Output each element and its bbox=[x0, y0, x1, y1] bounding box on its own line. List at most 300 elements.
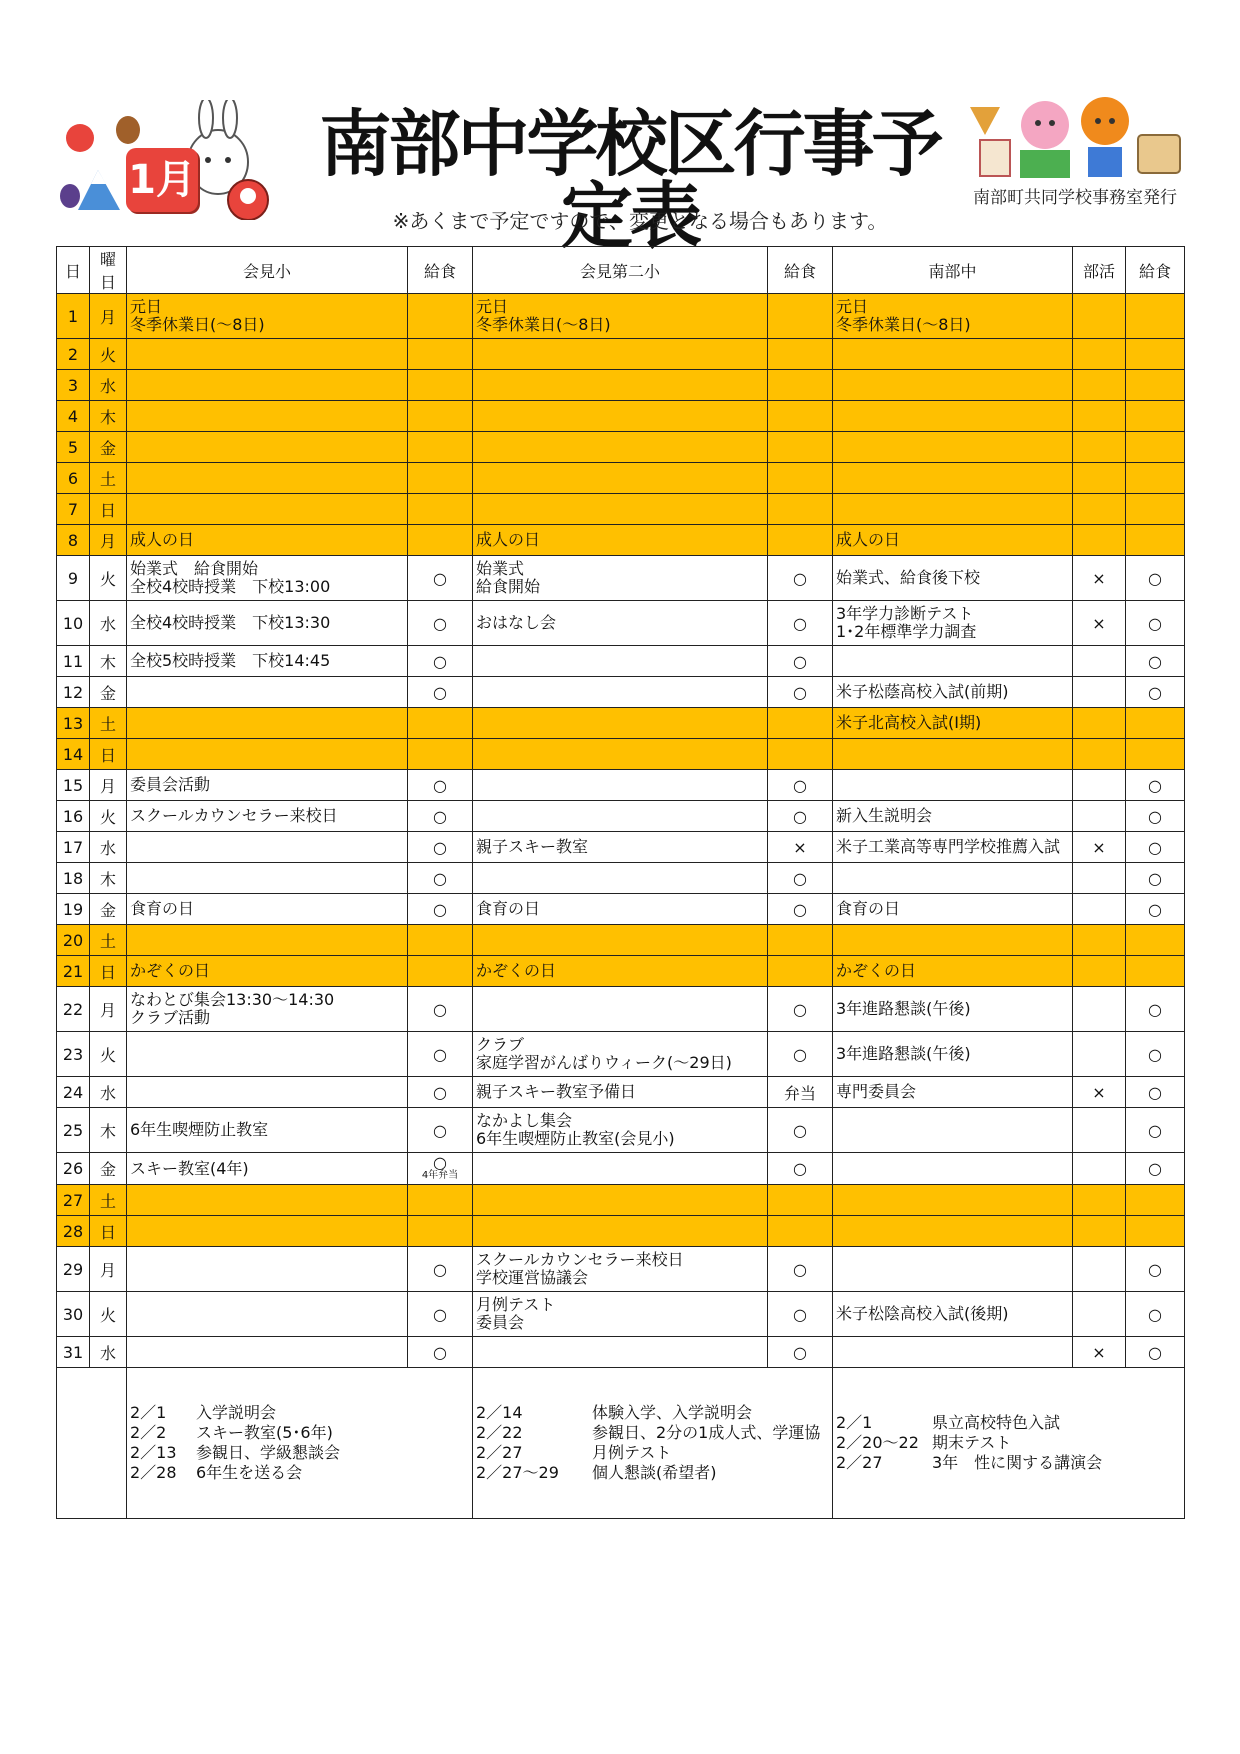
note-date: 2／28 bbox=[130, 1463, 177, 1482]
aimi-elementary-lunch: ○ 4年弁当 bbox=[408, 1153, 473, 1185]
weekday: 火 bbox=[90, 339, 127, 370]
aimi-elementary-event bbox=[127, 708, 408, 739]
day-number: 7 bbox=[57, 494, 90, 525]
aimi-elementary-lunch bbox=[408, 525, 473, 556]
day-number: 23 bbox=[57, 1032, 90, 1077]
note-text: 入学説明会 bbox=[196, 1403, 277, 1422]
header-lunch-b: 給食 bbox=[768, 247, 833, 294]
note-text: 体験入学、入学説明会 bbox=[592, 1403, 753, 1422]
header-weekday: 曜日 bbox=[90, 247, 127, 294]
nanbu-junior-high-lunch: ○ bbox=[1126, 1337, 1185, 1368]
aimi-second-elementary-lunch bbox=[768, 339, 833, 370]
weekday: 金 bbox=[90, 894, 127, 925]
notes-row bbox=[57, 1368, 1185, 1519]
aimi-elementary-event: 食育の日 bbox=[127, 894, 408, 925]
day-number: 16 bbox=[57, 801, 90, 832]
aimi-elementary-event bbox=[127, 739, 408, 770]
header-aimi-second-elementary: 会見第二小 bbox=[473, 247, 768, 294]
note-line bbox=[130, 1423, 469, 1443]
nanbu-junior-high-event: 3年進路懇談(午後) bbox=[833, 1032, 1073, 1077]
nanbu-club-activity bbox=[1073, 432, 1126, 463]
aimi-second-elementary-event bbox=[473, 739, 768, 770]
aimi-second-elementary-lunch bbox=[768, 294, 833, 339]
note-text: 3年 性に関する講演会 bbox=[932, 1453, 1103, 1472]
nanbu-junior-high-lunch bbox=[1126, 925, 1185, 956]
aimi-second-elementary-lunch bbox=[768, 925, 833, 956]
aimi-second-elementary-lunch: ○ bbox=[768, 677, 833, 708]
aimi-elementary-lunch bbox=[408, 401, 473, 432]
nanbu-junior-high-event bbox=[833, 1247, 1073, 1292]
weekday: 日 bbox=[90, 494, 127, 525]
nanbu-junior-high-lunch: ○ bbox=[1126, 1247, 1185, 1292]
note-date: 2／1 bbox=[836, 1413, 873, 1432]
aimi-elementary-lunch bbox=[408, 494, 473, 525]
header-day: 日 bbox=[57, 247, 90, 294]
nanbu-club-activity bbox=[1073, 708, 1126, 739]
nanbu-club-activity bbox=[1073, 294, 1126, 339]
aimi-second-elementary-event bbox=[473, 401, 768, 432]
aimi-second-elementary-event bbox=[473, 339, 768, 370]
schedule-row bbox=[57, 432, 1185, 463]
note-line bbox=[476, 1423, 829, 1443]
aimi-elementary-lunch bbox=[408, 432, 473, 463]
note-date: 2／1 bbox=[130, 1403, 167, 1422]
aimi-elementary-lunch bbox=[408, 739, 473, 770]
aimi-second-elementary-lunch bbox=[768, 432, 833, 463]
aimi-second-elementary-lunch: × bbox=[768, 832, 833, 863]
note-line bbox=[130, 1463, 469, 1483]
aimi-elementary-event: 始業式 給食開始 全校4校時授業 下校13:00 bbox=[127, 556, 408, 601]
schedule-row bbox=[57, 801, 1185, 832]
nanbu-junior-high-lunch bbox=[1126, 294, 1185, 339]
nanbu-club-activity bbox=[1073, 646, 1126, 677]
aimi-second-elementary-event: 元日 冬季休業日(～8日) bbox=[473, 294, 768, 339]
nanbu-junior-high-lunch: ○ bbox=[1126, 894, 1185, 925]
nanbu-club-activity bbox=[1073, 1108, 1126, 1153]
aimi-elementary-event: スクールカウンセラー来校日 bbox=[127, 801, 408, 832]
aimi-second-elementary-event: 親子スキー教室 bbox=[473, 832, 768, 863]
schedule-row bbox=[57, 370, 1185, 401]
aimi-elementary-lunch: ○ bbox=[408, 1108, 473, 1153]
aimi-elementary-lunch bbox=[408, 1185, 473, 1216]
aimi-elementary-lunch bbox=[408, 1216, 473, 1247]
schedule-row bbox=[57, 525, 1185, 556]
aimi-second-elementary-event: かぞくの日 bbox=[473, 956, 768, 987]
nanbu-junior-high-event bbox=[833, 739, 1073, 770]
aimi-second-elementary-event: なかよし集会 6年生喫煙防止教室(会見小) bbox=[473, 1108, 768, 1153]
day-number: 19 bbox=[57, 894, 90, 925]
aimi-elementary-event: なわとび集会13:30～14:30 クラブ活動 bbox=[127, 987, 408, 1032]
schedule-row bbox=[57, 1337, 1185, 1368]
aimi-elementary-event: 委員会活動 bbox=[127, 770, 408, 801]
aimi-elementary-lunch: ○ bbox=[408, 556, 473, 601]
note-text: 月例テスト bbox=[592, 1443, 672, 1462]
note-text: 個人懇談(希望者) bbox=[592, 1463, 717, 1482]
aimi-second-elementary-lunch bbox=[768, 494, 833, 525]
ema-plaque-icon bbox=[1138, 135, 1180, 173]
aimi-second-elementary-event: 親子スキー教室予備日 bbox=[473, 1077, 768, 1108]
aimi-second-elementary-event: 食育の日 bbox=[473, 894, 768, 925]
note-text: 参観日、学級懇談会 bbox=[196, 1443, 341, 1462]
aimi-second-elementary-event bbox=[473, 1216, 768, 1247]
schedule-row bbox=[57, 401, 1185, 432]
aimi-elementary-event: 6年生喫煙防止教室 bbox=[127, 1108, 408, 1153]
aimi-second-elementary-event: 成人の日 bbox=[473, 525, 768, 556]
nanbu-club-activity bbox=[1073, 1247, 1126, 1292]
weekday: 水 bbox=[90, 1077, 127, 1108]
aimi-elementary-event bbox=[127, 677, 408, 708]
month-badge: 1月 bbox=[126, 148, 198, 212]
flower-character-icon bbox=[1021, 101, 1069, 149]
schedule-row bbox=[57, 1292, 1185, 1337]
aimi-second-elementary-lunch bbox=[768, 525, 833, 556]
weekday: 月 bbox=[90, 525, 127, 556]
notes-spacer bbox=[57, 1368, 127, 1519]
day-number: 26 bbox=[57, 1153, 90, 1185]
nanbu-junior-high-event bbox=[833, 339, 1073, 370]
nanbu-junior-high-lunch: ○ bbox=[1126, 1032, 1185, 1077]
nanbu-junior-high-event bbox=[833, 925, 1073, 956]
nanbu-club-activity: × bbox=[1073, 1337, 1126, 1368]
nanbu-junior-high-event: 元日 冬季休業日(～8日) bbox=[833, 294, 1073, 339]
note-date: 2／20～22 bbox=[836, 1433, 919, 1452]
nanbu-club-activity bbox=[1073, 339, 1126, 370]
aimi-elementary-lunch: ○ bbox=[408, 801, 473, 832]
weekday: 水 bbox=[90, 601, 127, 646]
nanbu-junior-high-lunch: ○ bbox=[1126, 646, 1185, 677]
aimi-second-elementary-lunch: ○ bbox=[768, 863, 833, 894]
day-number: 3 bbox=[57, 370, 90, 401]
aimi-second-elementary-lunch: 弁当 bbox=[768, 1077, 833, 1108]
weekday: 木 bbox=[90, 401, 127, 432]
nanbu-junior-high-event bbox=[833, 370, 1073, 401]
lunch-note: 4年弁当 bbox=[421, 1170, 459, 1181]
note-date: 2／27 bbox=[836, 1453, 883, 1472]
note-text: 期末テスト bbox=[932, 1433, 1012, 1452]
aimi-elementary-lunch: ○ bbox=[408, 677, 473, 708]
aimi-second-elementary-lunch bbox=[768, 401, 833, 432]
day-number: 9 bbox=[57, 556, 90, 601]
schedule-row bbox=[57, 863, 1185, 894]
schedule-row bbox=[57, 925, 1185, 956]
weekday: 月 bbox=[90, 770, 127, 801]
aimi-elementary-lunch: ○ bbox=[408, 1032, 473, 1077]
schedule-table bbox=[56, 246, 1185, 1519]
nanbu-club-activity bbox=[1073, 370, 1126, 401]
aimi-elementary-event: スキー教室(4年) bbox=[127, 1153, 408, 1185]
schedule-row bbox=[57, 739, 1185, 770]
note-date: 2／22 bbox=[476, 1423, 523, 1442]
nanbu-club-activity bbox=[1073, 463, 1126, 494]
aimi-second-elementary-lunch: ○ bbox=[768, 801, 833, 832]
aimi-second-elementary-event: 始業式 給食開始 bbox=[473, 556, 768, 601]
persimmon-character-icon bbox=[1081, 97, 1129, 145]
aimi-second-elementary-event bbox=[473, 925, 768, 956]
aimi-elementary-lunch: ○ bbox=[408, 894, 473, 925]
aimi-elementary-event bbox=[127, 370, 408, 401]
aimi-second-elementary-lunch bbox=[768, 463, 833, 494]
aimi-second-elementary-lunch: ○ bbox=[768, 1032, 833, 1077]
nanbu-club-activity bbox=[1073, 1153, 1126, 1185]
day-number: 28 bbox=[57, 1216, 90, 1247]
aimi-second-elementary-lunch bbox=[768, 370, 833, 401]
nanbu-junior-high-lunch: ○ bbox=[1126, 770, 1185, 801]
nanbu-club-activity bbox=[1073, 677, 1126, 708]
aimi-second-elementary-lunch bbox=[768, 1216, 833, 1247]
weekday: 金 bbox=[90, 677, 127, 708]
page-header bbox=[0, 0, 1240, 258]
nanbu-junior-high-event bbox=[833, 1153, 1073, 1185]
nanbu-junior-high-lunch bbox=[1126, 463, 1185, 494]
note-line bbox=[836, 1433, 1181, 1453]
aimi-second-elementary-event bbox=[473, 432, 768, 463]
weekday: 日 bbox=[90, 956, 127, 987]
aimi-second-elementary-lunch: ○ bbox=[768, 601, 833, 646]
nanbu-club-activity bbox=[1073, 1185, 1126, 1216]
schedule-row bbox=[57, 677, 1185, 708]
note-date: 2／2 bbox=[130, 1423, 167, 1442]
nanbu-junior-high-lunch: ○ bbox=[1126, 987, 1185, 1032]
aimi-elementary-lunch: ○ bbox=[408, 1337, 473, 1368]
day-number: 30 bbox=[57, 1292, 90, 1337]
aimi-elementary-event: 全校5校時授業 下校14:45 bbox=[127, 646, 408, 677]
day-number: 27 bbox=[57, 1185, 90, 1216]
day-number: 13 bbox=[57, 708, 90, 739]
aimi-second-elementary-event bbox=[473, 370, 768, 401]
aimi-second-elementary-event bbox=[473, 677, 768, 708]
aimi-second-elementary-event bbox=[473, 1185, 768, 1216]
aimi-elementary-event: 元日 冬季休業日(～8日) bbox=[127, 294, 408, 339]
aimi-elementary-event bbox=[127, 925, 408, 956]
nanbu-club-activity: × bbox=[1073, 832, 1126, 863]
aimi-second-elementary-lunch: ○ bbox=[768, 646, 833, 677]
day-number: 29 bbox=[57, 1247, 90, 1292]
nanbu-junior-high-event bbox=[833, 463, 1073, 494]
schedule-row bbox=[57, 601, 1185, 646]
weekday: 月 bbox=[90, 987, 127, 1032]
day-number: 5 bbox=[57, 432, 90, 463]
day-number: 8 bbox=[57, 525, 90, 556]
note-line bbox=[836, 1453, 1181, 1473]
nanbu-club-activity bbox=[1073, 525, 1126, 556]
day-number: 6 bbox=[57, 463, 90, 494]
weekday: 日 bbox=[90, 1216, 127, 1247]
day-number: 21 bbox=[57, 956, 90, 987]
schedule-row bbox=[57, 1108, 1185, 1153]
aimi-elementary-event: 全校4校時授業 下校13:30 bbox=[127, 601, 408, 646]
note-line bbox=[476, 1403, 829, 1423]
nanbu-junior-high-lunch bbox=[1126, 339, 1185, 370]
note-line bbox=[130, 1443, 469, 1463]
aimi-elementary-lunch bbox=[408, 370, 473, 401]
aimi-second-elementary-event bbox=[473, 863, 768, 894]
aimi-second-elementary-event bbox=[473, 801, 768, 832]
nanbu-junior-high-event: 3年進路懇談(午後) bbox=[833, 987, 1073, 1032]
nanbu-junior-high-lunch bbox=[1126, 401, 1185, 432]
aimi-second-elementary-event: クラブ 家庭学習がんばりウィーク(～29日) bbox=[473, 1032, 768, 1077]
day-number: 14 bbox=[57, 739, 90, 770]
nanbu-junior-high-lunch bbox=[1126, 1216, 1185, 1247]
nanbu-junior-high-lunch bbox=[1126, 370, 1185, 401]
aimi-elementary-lunch bbox=[408, 956, 473, 987]
weekday: 金 bbox=[90, 1153, 127, 1185]
day-number: 11 bbox=[57, 646, 90, 677]
eggplant-icon bbox=[60, 184, 80, 208]
schedule-row bbox=[57, 1032, 1185, 1077]
nanbu-club-activity bbox=[1073, 987, 1126, 1032]
nanbu-junior-high-lunch: ○ bbox=[1126, 556, 1185, 601]
header-lunch-a: 給食 bbox=[408, 247, 473, 294]
note-line bbox=[836, 1413, 1181, 1433]
nanbu-junior-high-lunch: ○ bbox=[1126, 1077, 1185, 1108]
note-line bbox=[476, 1463, 829, 1483]
nanbu-junior-high-event: 成人の日 bbox=[833, 525, 1073, 556]
nanbu-junior-high-event: かぞくの日 bbox=[833, 956, 1073, 987]
aimi-elementary-lunch bbox=[408, 294, 473, 339]
day-number: 25 bbox=[57, 1108, 90, 1153]
aimi-elementary-event bbox=[127, 1216, 408, 1247]
weekday: 木 bbox=[90, 1108, 127, 1153]
weekday: 水 bbox=[90, 1337, 127, 1368]
aimi-second-elementary-lunch bbox=[768, 956, 833, 987]
aimi-elementary-lunch bbox=[408, 708, 473, 739]
notes-nanbu-junior-high bbox=[833, 1368, 1185, 1519]
schedule-row bbox=[57, 1185, 1185, 1216]
header-club: 部活 bbox=[1073, 247, 1126, 294]
nanbu-junior-high-lunch bbox=[1126, 708, 1185, 739]
nanbu-junior-high-event bbox=[833, 432, 1073, 463]
schedule-row bbox=[57, 463, 1185, 494]
note-text: スキー教室(5･6年) bbox=[196, 1423, 333, 1442]
nanbu-junior-high-event bbox=[833, 1185, 1073, 1216]
schedule-row bbox=[57, 987, 1185, 1032]
header-aimi-elementary: 会見小 bbox=[127, 247, 408, 294]
schedule-row bbox=[57, 832, 1185, 863]
nanbu-junior-high-event: 米子松陰高校入試(後期) bbox=[833, 1292, 1073, 1337]
day-number: 24 bbox=[57, 1077, 90, 1108]
aimi-second-elementary-lunch bbox=[768, 1185, 833, 1216]
aimi-elementary-event bbox=[127, 1077, 408, 1108]
nanbu-club-activity bbox=[1073, 1032, 1126, 1077]
aimi-elementary-event bbox=[127, 1247, 408, 1292]
nanbu-junior-high-lunch: ○ bbox=[1126, 863, 1185, 894]
weekday: 木 bbox=[90, 863, 127, 894]
weekday: 火 bbox=[90, 801, 127, 832]
day-number: 18 bbox=[57, 863, 90, 894]
aimi-second-elementary-event bbox=[473, 1153, 768, 1185]
aimi-elementary-lunch: ○ bbox=[408, 1292, 473, 1337]
schedule-row bbox=[57, 1216, 1185, 1247]
nanbu-club-activity bbox=[1073, 1216, 1126, 1247]
nanbu-club-activity: × bbox=[1073, 1077, 1126, 1108]
rising-sun-icon bbox=[66, 124, 94, 152]
nanbu-junior-high-event bbox=[833, 401, 1073, 432]
nanbu-junior-high-lunch: ○ bbox=[1126, 1292, 1185, 1337]
aimi-second-elementary-lunch: ○ bbox=[768, 1337, 833, 1368]
schedule-row bbox=[57, 894, 1185, 925]
aimi-elementary-event bbox=[127, 494, 408, 525]
aimi-elementary-lunch bbox=[408, 925, 473, 956]
note-text: 参観日、2分の1成人式、学運協 bbox=[592, 1423, 821, 1442]
weekday: 日 bbox=[90, 739, 127, 770]
day-number: 31 bbox=[57, 1337, 90, 1368]
aimi-second-elementary-lunch: ○ bbox=[768, 556, 833, 601]
issuer-label: 南部町共同学校事務室発行 bbox=[973, 188, 1177, 208]
nanbu-junior-high-lunch: ○ bbox=[1126, 1108, 1185, 1153]
schedule-row bbox=[57, 339, 1185, 370]
aimi-second-elementary-lunch bbox=[768, 739, 833, 770]
nanbu-club-activity bbox=[1073, 863, 1126, 894]
aimi-elementary-event bbox=[127, 1337, 408, 1368]
nanbu-junior-high-lunch bbox=[1126, 432, 1185, 463]
aimi-elementary-lunch: ○ bbox=[408, 770, 473, 801]
nanbu-club-activity bbox=[1073, 494, 1126, 525]
note-date: 2／14 bbox=[476, 1403, 523, 1422]
nanbu-junior-high-event bbox=[833, 646, 1073, 677]
header-nanbu-junior-high: 南部中 bbox=[833, 247, 1073, 294]
nanbu-junior-high-event bbox=[833, 1108, 1073, 1153]
aimi-elementary-lunch: ○ bbox=[408, 987, 473, 1032]
weekday: 火 bbox=[90, 556, 127, 601]
aimi-elementary-event: 成人の日 bbox=[127, 525, 408, 556]
schedule-row bbox=[57, 1153, 1185, 1185]
aimi-elementary-lunch: ○ bbox=[408, 863, 473, 894]
nanbu-club-activity bbox=[1073, 801, 1126, 832]
aimi-elementary-lunch: ○ bbox=[408, 832, 473, 863]
note-date: 2／27～29 bbox=[476, 1463, 559, 1482]
day-number: 10 bbox=[57, 601, 90, 646]
nanbu-junior-high-lunch bbox=[1126, 525, 1185, 556]
aimi-elementary-event bbox=[127, 832, 408, 863]
nanbu-junior-high-event: 3年学力診断テスト 1･2年標準学力調査 bbox=[833, 601, 1073, 646]
day-number: 17 bbox=[57, 832, 90, 863]
aimi-elementary-event bbox=[127, 463, 408, 494]
weekday: 金 bbox=[90, 432, 127, 463]
note-line bbox=[476, 1443, 829, 1463]
aimi-elementary-lunch: ○ bbox=[408, 646, 473, 677]
weekday: 火 bbox=[90, 1292, 127, 1337]
nanbu-junior-high-event: 米子松蔭高校入試(前期) bbox=[833, 677, 1073, 708]
nanbu-junior-high-lunch: ○ bbox=[1126, 832, 1185, 863]
nanbu-club-activity bbox=[1073, 925, 1126, 956]
aimi-second-elementary-event bbox=[473, 708, 768, 739]
weekday: 木 bbox=[90, 646, 127, 677]
schedule-row bbox=[57, 1077, 1185, 1108]
aimi-second-elementary-lunch: ○ bbox=[768, 1292, 833, 1337]
day-number: 22 bbox=[57, 987, 90, 1032]
weekday: 火 bbox=[90, 1032, 127, 1077]
aimi-elementary-event bbox=[127, 1292, 408, 1337]
nanbu-club-activity bbox=[1073, 401, 1126, 432]
day-number: 1 bbox=[57, 294, 90, 339]
nanbu-club-activity: × bbox=[1073, 556, 1126, 601]
aimi-second-elementary-event: 月例テスト 委員会 bbox=[473, 1292, 768, 1337]
weekday: 土 bbox=[90, 1185, 127, 1216]
aimi-second-elementary-event: おはなし会 bbox=[473, 601, 768, 646]
nanbu-club-activity bbox=[1073, 1292, 1126, 1337]
nanbu-junior-high-lunch: ○ bbox=[1126, 801, 1185, 832]
nanbu-junior-high-event bbox=[833, 1337, 1073, 1368]
nanbu-junior-high-event: 専門委員会 bbox=[833, 1077, 1073, 1108]
aimi-elementary-event bbox=[127, 1032, 408, 1077]
nanbu-club-activity bbox=[1073, 894, 1126, 925]
aimi-second-elementary-lunch: ○ bbox=[768, 1247, 833, 1292]
day-number: 12 bbox=[57, 677, 90, 708]
aimi-second-elementary-event bbox=[473, 494, 768, 525]
nanbu-junior-high-lunch: ○ bbox=[1126, 677, 1185, 708]
aimi-second-elementary-lunch bbox=[768, 708, 833, 739]
nanbu-junior-high-lunch: ○ bbox=[1126, 601, 1185, 646]
